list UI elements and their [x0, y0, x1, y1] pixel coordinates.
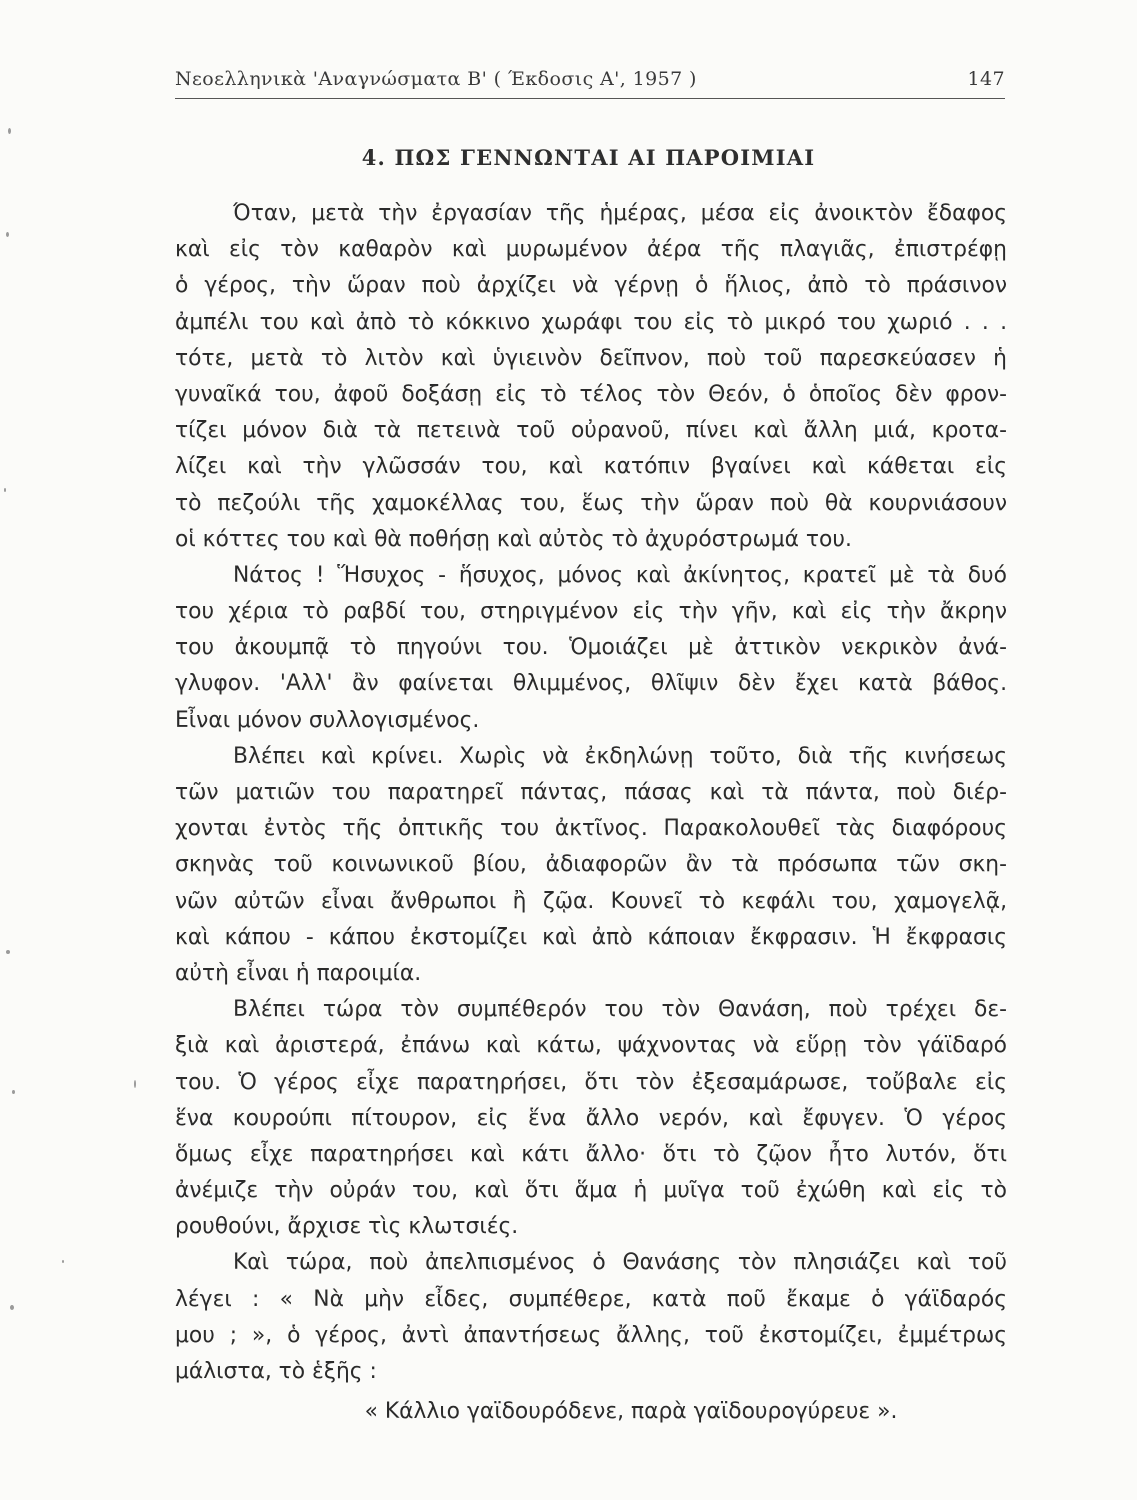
text-line: τότε, μετὰ τὸ λιτὸν καὶ ὑγιεινὸν δεῖπνον, ποὺ τοῦ παρεσκεύασεν ἡ	[175, 345, 1007, 371]
text-line: ὅμως εἶχε παρατηρήσει καὶ κάτι ἄλλο· ὅτι τὸ ζῷον ἦτο λυτόν, ὅτι	[175, 1141, 1007, 1167]
scan-speck	[62, 1260, 64, 1263]
text-line: μάλιστα, τὸ ἑξῆς :	[175, 1359, 377, 1384]
text-line: οἱ κόττες του καὶ θὰ ποθήσῃ καὶ αὐτὸς τὸ ἀχυρόστρωμά του.	[175, 526, 852, 552]
text-line: νῶν αὐτῶν εἶναι ἄνθρωποι ἢ ζῷα. Κουνεῖ τὸ κεφάλι του, χαμογελᾷ,	[175, 888, 1007, 914]
text-line: ὁ γέρος, τὴν ὥραν ποὺ ἀρχίζει νὰ γέρνῃ ὁ ἥλιος, ἀπὸ τὸ πράσινον	[175, 273, 1007, 299]
text-line: τὸ πεζούλι τῆς χαμοκέλλας του, ἕως τὴν ὥραν ποὺ θὰ κουρνιάσουν	[175, 490, 1007, 516]
text-line: καὶ κάπου - κάπου ἐκστομίζει καὶ ἀπὸ κάποιαν ἔκφρασιν. Ἡ ἔκφρασις	[175, 924, 1007, 950]
text-line: μου ; », ὁ γέρος, ἀντὶ ἀπαντήσεως ἄλλης, τοῦ ἐκστομίζει, ἐμμέτρως	[175, 1322, 1007, 1348]
scan-speck	[134, 1080, 136, 1088]
text-line: Καὶ τώρα, ποὺ ἀπελπισμένος ὁ Θανάσης τὸν πλησιάζει καὶ τοῦ	[233, 1250, 1007, 1276]
text-line: καὶ εἰς τὸν καθαρὸν καὶ μυρωμένον ἀέρα τῆς πλαγιᾶς, ἐπιστρέφῃ	[175, 237, 1007, 263]
text-line: τῶν ματιῶν του παρατηρεῖ πάντας, πάσας καὶ τὰ πάντα, ποὺ διέρ-	[175, 780, 1007, 805]
text-line: Βλέπει καὶ κρίνει. Χωρὶς νὰ ἐκδηλώνῃ τοῦτο, διὰ τῆς κινήσεως	[233, 743, 1007, 769]
scan-speck	[10, 1305, 14, 1310]
text-line: γυναῖκά του, ἀφοῦ δοξάσῃ εἰς τὸ τέλος τὸν Θεόν, ὁ ὁποῖος δὲν φρον-	[175, 381, 1007, 407]
body-text	[175, 196, 1007, 1430]
text-line: λέγει : « Νὰ μὴν εἶδες, συμπέθερε, κατὰ ποῦ ἔκαμε ὁ γάϊδαρός	[175, 1286, 1007, 1312]
text-line: σκηνὰς τοῦ κοινωνικοῦ βίου, ἀδιαφορῶν ἂν τὰ πρόσωπα τῶν σκη-	[175, 852, 1007, 878]
scan-speck	[6, 950, 10, 954]
text-line: του χέρια τὸ ραβδί του, στηριγμένον εἰς τὴν γῆν, καὶ εἰς τὴν ἄκρην	[175, 599, 1007, 625]
page-number: 147	[967, 68, 1005, 90]
text-line: ἕνα κουρούπι πίτουρον, εἰς ἕνα ἄλλο νερόν, καὶ ἔφυγεν. Ὁ γέρος	[175, 1105, 1007, 1131]
text-line: ἀνέμιζε τὴν οὐράν του, καὶ ὅτι ἅμα ἡ μυῖγα τοῦ ἐχώθη καὶ εἰς τὸ	[175, 1178, 1007, 1204]
text-line: τίζει μόνον διὰ τὰ πετεινὰ τοῦ οὐρανοῦ, πίνει καὶ ἄλλη μιά, κροτα-	[175, 418, 1007, 444]
text-line: ξιὰ καὶ ἀριστερά, ἐπάνω καὶ κάτω, ψάχνοντας νὰ εὕρῃ τὸν γάϊδαρό	[175, 1033, 1007, 1059]
text-line: ρουθούνι, ἄρχισε τὶς κλωτσιές.	[175, 1214, 519, 1240]
running-title: Νεοελληνικὰ 'Αναγνώσματα Β' ( Έκδοσις Α', 1957 )	[175, 68, 697, 90]
running-header	[175, 64, 1005, 99]
scan-speck	[4, 488, 6, 492]
chapter-title: 4. ΠΩΣ ΓΕΝΝΩΝΤΑΙ ΑΙ ΠΑΡΟΙΜΙΑΙ	[361, 145, 816, 170]
text-line: Εἶναι μόνον συλλογισμένος.	[175, 707, 480, 733]
text-line: Νάτος ! Ἥσυχος - ἥσυχος, μόνος καὶ ἀκίνητος, κρατεῖ μὲ τὰ δυό	[233, 562, 1007, 588]
text-line: Βλέπει τώρα τὸν συμπέθερόν του τὸν Θανάση, ποὺ τρέχει δε-	[233, 997, 1007, 1023]
text-line: αὐτὴ εἶναι ἡ παροιμία.	[175, 960, 422, 986]
scan-speck	[8, 128, 11, 134]
text-line: χονται ἐντὸς τῆς ὀπτικῆς του ἀκτῖνος. Παρακολουθεῖ τὰς διαφόρους	[175, 816, 1007, 842]
text-line: γλυφον. 'Αλλ' ἂν φαίνεται θλιμμένος, θλῖψιν δὲν ἔχει κατὰ βάθος.	[175, 671, 1007, 697]
proverb-quote: « Κάλλιο γαϊδουρόδενε, παρὰ γαϊδουρογύρευε ».	[364, 1399, 898, 1425]
scan-speck	[6, 232, 9, 237]
text-line: Όταν, μετὰ τὴν ἐργασίαν τῆς ἡμέρας, μέσα εἰς ἀνοικτὸν ἔδαφος	[233, 201, 1007, 226]
text-line: του. Ὁ γέρος εἶχε παρατηρήσει, ὅτι τὸν ἐξεσαμάρωσε, τοὔβαλε εἰς	[175, 1069, 1007, 1095]
scan-speck	[12, 1090, 15, 1094]
text-line: του ἀκουμπᾷ τὸ πηγούνι του. Ὁμοιάζει μὲ ἀττικὸν νεκρικὸν ἀνά-	[175, 635, 1007, 661]
text-line: ἀμπέλι του καὶ ἀπὸ τὸ κόκκινο χωράφι του εἰς τὸ μικρό του χωριό . . .	[175, 309, 1007, 335]
text-line: λίζει καὶ τὴν γλῶσσάν του, καὶ κατόπιν βγαίνει καὶ κάθεται εἰς	[175, 454, 1007, 480]
